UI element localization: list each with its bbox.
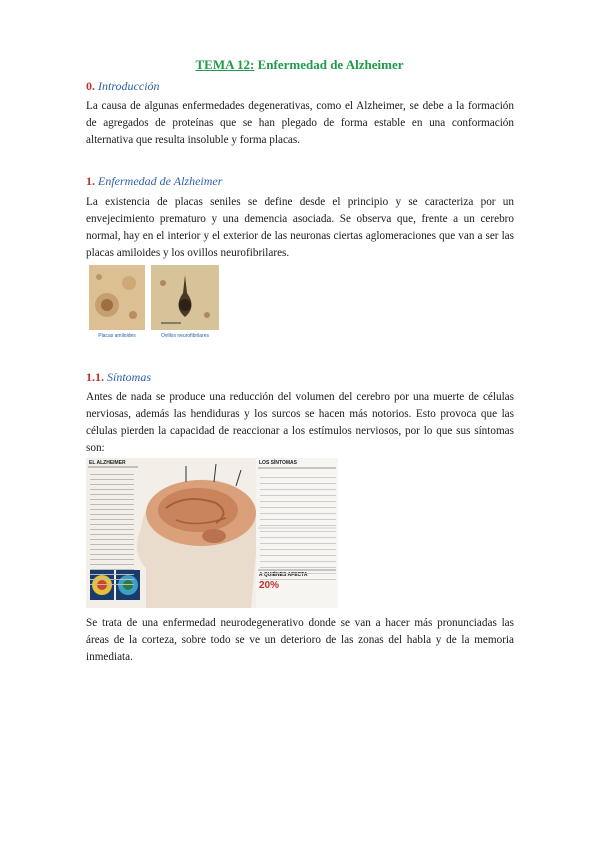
heading-text: Enfermedad de Alzheimer (95, 174, 223, 188)
infographic-left-lines (90, 470, 134, 585)
infographic-left-title: EL ALZHEIMER (89, 460, 126, 466)
title-text: Enfermedad de Alzheimer (254, 57, 404, 72)
infographic-right-title: LOS SÍNTOMAS (259, 460, 297, 466)
infographic-percent: 20% (259, 580, 280, 591)
caption-tangles: Ovillos neurofibrilares (160, 333, 210, 339)
heading-enfermedad (86, 174, 222, 189)
heading-number: 1. (86, 174, 95, 188)
heading-text: Introducción (95, 79, 160, 93)
heading-sintomas (86, 370, 151, 385)
heading-number: 0. (86, 79, 95, 93)
infographic-affects-title: A QUIÉNES AFECTA (259, 572, 308, 578)
page-title (0, 57, 599, 73)
infographic-symptom-lines (260, 472, 336, 580)
caption-plaques: Placas amiloides (98, 333, 136, 339)
paragraph-intro: La causa de algunas enfermedades degenerativas, como el Alzheimer, se debe a la formación de agregados de proteínas que se han plegado de forma estable en una conformación alternativa que resulta insoluble y forma placas. (86, 100, 514, 146)
paragraph-enfermedad: La existencia de placas seniles se define desde el principio y se caracteriza por un envejecimiento prematuro y una demencia asociada. Se observa que, frente a un cerebro normal, hay en el interior y el exterior de las neuronas ciertas aglomeraciones que van a ser las placas amiloides y los ovillos neurofibrilares. (86, 196, 514, 259)
alzheimer-infographic (86, 458, 338, 608)
heading-intro (86, 79, 160, 94)
paragraph-after-infographic: Se trata de una enfermedad neurodegenerativo donde se van a hacer más pronunciadas las áreas de la corteza, sobre todo se ve un deterioro de las zonas del habla y de la memoria inmediata. (86, 617, 514, 663)
amyloid-plaques-image (89, 265, 145, 330)
heading-text: Síntomas (104, 370, 152, 384)
neurofibrillary-tangles-image (151, 265, 219, 330)
heading-number: 1.1. (86, 370, 104, 384)
paragraph-sintomas: Antes de nada se produce una reducción del volumen del cerebro por una muerte de células nerviosas, además las hendiduras y los surcos se hacen más notorios. Esto provoca que las células pierden la capacidad de reaccionar a los estímulos nerviosos, por lo que sus síntomas son: (86, 391, 514, 454)
title-number: TEMA 12: (195, 57, 255, 72)
